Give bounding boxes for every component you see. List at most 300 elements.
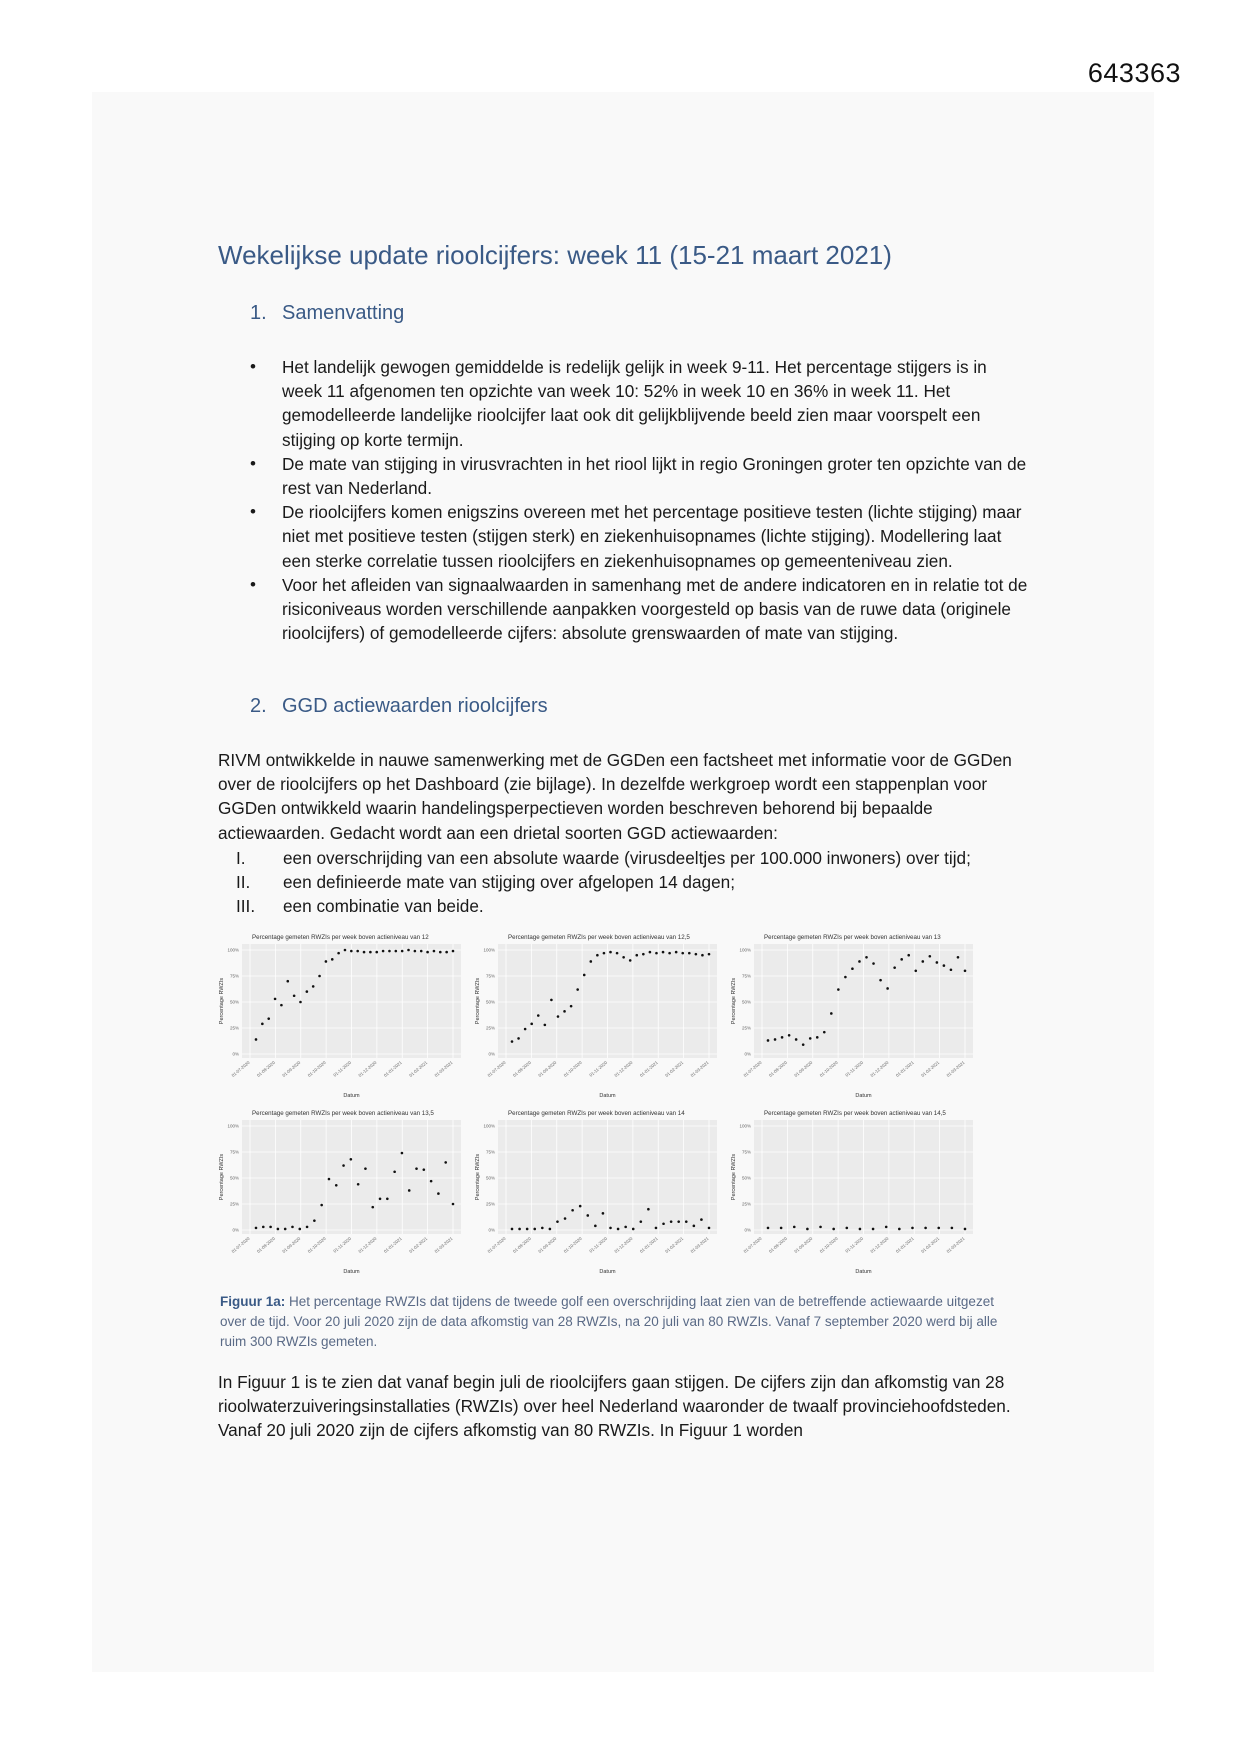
y-tick-label: 50% xyxy=(485,999,495,1005)
data-point xyxy=(774,1038,777,1041)
data-point xyxy=(635,954,638,957)
data-point xyxy=(541,1227,544,1230)
y-tick-label: 0% xyxy=(488,1227,495,1233)
data-point xyxy=(886,987,889,990)
data-point xyxy=(662,1222,665,1225)
data-point xyxy=(269,1226,272,1229)
data-point xyxy=(511,1228,514,1231)
figure-1a-plot-grid xyxy=(218,930,978,1276)
x-tick-label: 01-02-2021 xyxy=(664,1235,685,1254)
y-tick-label: 25% xyxy=(741,1025,751,1031)
x-tick-label: 01-02-2021 xyxy=(664,1059,685,1078)
body-paragraph: RIVM ontwikkelde in nauwe samenwerking met de GGDen een factsheet met informatie voor de GGDen over de rioolcijfers op het Dashboard (zie bijlage). In dezelfde werkgroep wordt een stappenplan voor GGDen ontwikkeld waarin handelingsperpectieven worden beschreven behorend bij bepaalde actiewaarden. Gedacht wordt aan een drietal soorten GGD actiewaarden: xyxy=(218,750,1012,843)
data-point xyxy=(655,1227,658,1230)
data-point xyxy=(414,950,417,953)
caption-text: Het percentage RWZIs dat tijdens de tweede golf een overschrijding laat zien van de betreffende actiewaarde uitgezet over de tijd. Voor 20 juli 2020 zijn de data afkomstig van 28 RWZIs, na 20 juli van 80 RWZIs. Vanaf 7 september 2020 werd bij alle ruim 300 RWZIs gemeten. xyxy=(220,1294,998,1349)
data-point xyxy=(364,1167,367,1170)
scatter-plot xyxy=(474,1106,722,1276)
data-point xyxy=(579,1205,582,1208)
data-point xyxy=(950,968,953,971)
x-tick-label: 01-09-2020 xyxy=(793,1235,814,1254)
data-point xyxy=(964,1228,967,1231)
data-point xyxy=(320,1204,323,1207)
data-point xyxy=(293,994,296,997)
scatter-plot xyxy=(218,1106,466,1276)
data-point xyxy=(681,952,684,955)
x-tick-label: 01-02-2021 xyxy=(408,1235,429,1254)
data-point xyxy=(700,1218,703,1221)
data-point xyxy=(616,952,619,955)
data-point xyxy=(571,1209,574,1212)
y-axis-label: Percentage RWZIs xyxy=(731,1153,737,1201)
x-tick-label: 01-11-2020 xyxy=(332,1059,353,1078)
data-point xyxy=(872,1228,875,1231)
data-point xyxy=(576,988,579,991)
data-point xyxy=(708,1227,711,1230)
y-tick-label: 0% xyxy=(488,1051,495,1057)
data-point xyxy=(382,950,385,953)
x-tick-label: 01-03-2021 xyxy=(945,1059,966,1078)
x-tick-label: 01-09-2020 xyxy=(793,1059,814,1078)
data-point xyxy=(274,998,277,1001)
x-tick-label: 01-08-2020 xyxy=(255,1235,277,1254)
chart-title: Percentage gemeten RWZIs per week boven actieniveau van 12 xyxy=(252,934,429,941)
y-tick-label: 25% xyxy=(485,1025,495,1031)
y-tick-label: 0% xyxy=(744,1227,751,1233)
data-point xyxy=(518,1228,521,1231)
data-point xyxy=(823,1031,826,1034)
x-tick-label: 01-01-2021 xyxy=(382,1235,403,1254)
x-axis-label: Datum xyxy=(343,1269,360,1275)
x-tick-label: 01-07-2020 xyxy=(486,1059,507,1078)
data-point xyxy=(375,951,378,954)
data-point xyxy=(624,1226,627,1229)
y-tick-label: 25% xyxy=(741,1201,751,1207)
x-tick-label: 01-03-2021 xyxy=(689,1235,710,1254)
x-tick-label: 01-11-2020 xyxy=(588,1059,609,1078)
scatter-plot xyxy=(730,930,978,1100)
data-point xyxy=(350,950,353,953)
roman-numeral-list xyxy=(218,846,1030,919)
data-point xyxy=(550,999,553,1002)
caption-label: Figuur 1a: xyxy=(220,1294,286,1309)
data-point xyxy=(596,954,599,957)
data-point xyxy=(423,1168,426,1171)
data-point xyxy=(570,1005,573,1008)
x-tick-label: 01-12-2020 xyxy=(869,1235,890,1254)
data-point xyxy=(851,967,854,970)
data-point xyxy=(556,1220,559,1223)
x-axis-label: Datum xyxy=(855,1269,872,1275)
data-point xyxy=(328,1178,331,1181)
data-point xyxy=(318,975,321,978)
data-point xyxy=(420,950,423,953)
scatter-plot xyxy=(218,930,466,1100)
data-point xyxy=(407,949,410,952)
x-tick-label: 01-07-2020 xyxy=(742,1235,763,1254)
data-point xyxy=(452,1203,455,1206)
data-point xyxy=(670,1220,673,1223)
data-point xyxy=(832,1228,835,1231)
data-point xyxy=(655,952,658,955)
data-point xyxy=(594,1225,597,1228)
data-point xyxy=(306,990,309,993)
x-tick-label: 01-12-2020 xyxy=(613,1235,634,1254)
data-point xyxy=(298,1228,301,1231)
y-tick-label: 75% xyxy=(485,973,495,979)
data-point xyxy=(433,950,436,953)
data-point xyxy=(444,1161,447,1164)
data-point xyxy=(936,961,939,964)
data-point xyxy=(342,1164,345,1167)
x-tick-label: 01-08-2020 xyxy=(767,1059,789,1078)
x-tick-label: 01-09-2020 xyxy=(537,1059,558,1078)
data-point xyxy=(642,953,645,956)
data-point xyxy=(277,1228,280,1231)
x-tick-label: 01-01-2021 xyxy=(894,1059,915,1078)
y-tick-label: 25% xyxy=(229,1025,239,1031)
x-tick-label: 01-12-2020 xyxy=(357,1059,378,1078)
data-point xyxy=(401,950,404,953)
x-axis-label: Datum xyxy=(599,1093,616,1099)
x-tick-label: 01-12-2020 xyxy=(613,1059,634,1078)
data-point xyxy=(767,1227,770,1230)
data-point xyxy=(685,1220,688,1223)
data-point xyxy=(609,1227,612,1230)
data-point xyxy=(313,1219,316,1222)
data-point xyxy=(693,1225,696,1228)
data-point xyxy=(859,1228,862,1231)
list-text: een combinatie van beide. xyxy=(283,896,484,917)
x-tick-label: 01-10-2020 xyxy=(306,1059,327,1078)
data-point xyxy=(291,1226,294,1229)
data-point xyxy=(356,950,359,953)
data-point xyxy=(261,1023,264,1026)
x-tick-label: 01-08-2020 xyxy=(511,1235,533,1254)
data-point xyxy=(386,1198,389,1201)
list-text: een definieerde mate van stijging over afgelopen 14 dagen; xyxy=(283,872,735,893)
data-point xyxy=(267,1017,270,1020)
x-axis-label: Datum xyxy=(343,1093,360,1099)
data-point xyxy=(415,1167,418,1170)
data-point xyxy=(586,1214,589,1217)
x-tick-label: 01-11-2020 xyxy=(844,1059,865,1078)
chart-title: Percentage gemeten RWZIs per week boven actieniveau van 13 xyxy=(764,934,941,941)
y-tick-label: 25% xyxy=(229,1201,239,1207)
data-point xyxy=(344,949,347,952)
data-point xyxy=(865,956,868,959)
data-point xyxy=(924,1227,927,1230)
chart-title: Percentage gemeten RWZIs per week boven actieniveau van 14,5 xyxy=(764,1110,946,1117)
data-point xyxy=(844,976,847,979)
x-tick-label: 01-01-2021 xyxy=(638,1235,659,1254)
y-axis-label: Percentage RWZIs xyxy=(219,977,225,1025)
data-point xyxy=(549,1228,552,1231)
data-point xyxy=(306,1226,309,1229)
data-point xyxy=(816,1036,819,1039)
x-tick-label: 01-02-2021 xyxy=(920,1059,941,1078)
y-tick-label: 50% xyxy=(485,1175,495,1181)
data-point xyxy=(837,988,840,991)
y-axis-label: Percentage RWZIs xyxy=(731,977,737,1025)
x-tick-label: 01-11-2020 xyxy=(588,1235,609,1254)
chart-title: Percentage gemeten RWZIs per week boven actieniveau van 12,5 xyxy=(508,934,690,941)
y-tick-label: 100% xyxy=(227,1123,239,1129)
data-point xyxy=(893,966,896,969)
data-point xyxy=(533,1228,536,1231)
x-tick-label: 01-12-2020 xyxy=(357,1235,378,1254)
data-point xyxy=(819,1226,822,1229)
list-numeral: I. xyxy=(236,848,246,868)
data-point xyxy=(393,1170,396,1173)
data-point xyxy=(898,1228,901,1231)
data-point xyxy=(929,955,932,958)
x-tick-label: 01-03-2021 xyxy=(945,1235,966,1254)
data-point xyxy=(900,958,903,961)
data-point xyxy=(921,960,924,963)
data-point xyxy=(430,1180,433,1183)
section-title: GGD actiewaarden rioolcijfers xyxy=(282,695,548,717)
x-tick-label: 01-09-2020 xyxy=(281,1059,302,1078)
y-tick-label: 75% xyxy=(741,1149,751,1155)
data-point xyxy=(809,1037,812,1040)
x-tick-label: 01-08-2020 xyxy=(767,1235,789,1254)
data-point xyxy=(517,1037,520,1040)
data-point xyxy=(911,1227,914,1230)
data-point xyxy=(846,1227,849,1230)
data-point xyxy=(858,960,861,963)
summary-bullet-list xyxy=(250,355,1030,645)
list-numeral: III. xyxy=(236,896,256,917)
y-tick-label: 100% xyxy=(483,947,495,953)
list-item xyxy=(218,846,1030,870)
closing-paragraph: In Figuur 1 is te zien dat vanaf begin juli de rioolcijfers gaan stijgen. De cijfers zijn dan afkomstig van 28 rioolwaterzuiveringsinstallaties (RWZIs) over heel Nederland waaronder de twaalf provinciehoofdsteden. Vanaf 20 juli 2020 zijn de cijfers afkomstig van 80 RWZIs. In Figuur 1 worden xyxy=(218,1372,1011,1441)
section-number: 2. xyxy=(250,695,267,717)
data-point xyxy=(806,1228,809,1231)
y-tick-label: 75% xyxy=(229,1149,239,1155)
data-point xyxy=(677,1220,680,1223)
x-tick-label: 01-12-2020 xyxy=(869,1059,890,1078)
x-tick-label: 01-08-2020 xyxy=(255,1059,277,1078)
section-heading-samenvatting xyxy=(250,302,404,325)
y-axis-label: Percentage RWZIs xyxy=(475,1153,481,1201)
data-point xyxy=(695,953,698,956)
data-point xyxy=(617,1228,620,1231)
data-point xyxy=(388,950,391,953)
x-tick-label: 01-07-2020 xyxy=(230,1235,251,1254)
y-tick-label: 75% xyxy=(741,973,751,979)
section-title: Samenvatting xyxy=(282,302,405,324)
data-point xyxy=(688,952,691,955)
data-point xyxy=(708,953,711,956)
data-point xyxy=(640,1220,643,1223)
data-point xyxy=(408,1189,411,1192)
page-title: Wekelijkse update rioolcijfers: week 11 (15-21 maart 2021) xyxy=(218,240,892,270)
x-tick-label: 01-07-2020 xyxy=(230,1059,251,1078)
document-id: 643363 xyxy=(1087,58,1181,88)
data-point xyxy=(452,950,455,953)
data-point xyxy=(793,1226,796,1229)
data-point xyxy=(312,985,315,988)
y-tick-label: 50% xyxy=(741,999,751,1005)
y-tick-label: 100% xyxy=(739,1123,751,1129)
y-tick-label: 25% xyxy=(485,1201,495,1207)
data-point xyxy=(602,1212,605,1215)
data-point xyxy=(255,1227,258,1230)
section-heading-ggd-actiewaarden xyxy=(250,695,548,718)
chart-title: Percentage gemeten RWZIs per week boven actieniveau van 13,5 xyxy=(252,1110,434,1117)
chart-title: Percentage gemeten RWZIs per week boven actieniveau van 14 xyxy=(508,1110,685,1117)
scatter-plot-svg xyxy=(730,1106,978,1276)
x-tick-label: 01-01-2021 xyxy=(894,1235,915,1254)
x-tick-label: 01-01-2021 xyxy=(638,1059,659,1078)
data-point xyxy=(951,1227,954,1230)
scatter-plot-svg xyxy=(474,1106,722,1276)
data-point xyxy=(401,1152,404,1155)
data-point xyxy=(767,1039,770,1042)
x-tick-label: 01-07-2020 xyxy=(486,1235,507,1254)
data-point xyxy=(907,954,910,957)
x-tick-label: 01-03-2021 xyxy=(689,1059,710,1078)
data-point xyxy=(943,964,946,967)
data-point xyxy=(445,951,448,954)
data-point xyxy=(701,954,704,957)
data-point xyxy=(325,960,328,963)
bullet-item: • Voor het afleiden van signaalwaarden in samenhang met de andere indicatoren en in relatie tot de risiconiveaus worden verschillende aanpakken voorgesteld op basis van de ruwe data (originele rioolcijfers) of gemodelleerde cijfers: absolute grenswaarden of mate van stijging. xyxy=(250,573,1030,646)
data-point xyxy=(530,1023,533,1026)
x-tick-label: 01-09-2020 xyxy=(281,1235,302,1254)
scatter-plot-svg xyxy=(218,930,466,1100)
y-tick-label: 0% xyxy=(232,1051,239,1057)
x-tick-label: 01-03-2021 xyxy=(433,1059,454,1078)
data-point xyxy=(335,1184,338,1187)
data-point xyxy=(632,1228,635,1231)
data-point xyxy=(668,952,671,955)
list-item xyxy=(218,870,1030,894)
data-point xyxy=(885,1226,888,1229)
y-tick-label: 100% xyxy=(483,1123,495,1129)
y-tick-label: 0% xyxy=(744,1051,751,1057)
x-tick-label: 01-01-2021 xyxy=(382,1059,403,1078)
data-point xyxy=(583,974,586,977)
bullet-item: • De mate van stijging in virusvrachten in het riool lijkt in regio Groningen groter ten opzichte van de rest van Nederland. xyxy=(250,452,1030,500)
data-point xyxy=(331,958,334,961)
data-point xyxy=(337,952,340,955)
x-tick-label: 01-10-2020 xyxy=(818,1059,839,1078)
list-text: een overschrijding van een absolute waarde (virusdeeltjes per 100.000 inwoners) over tijd; xyxy=(283,848,971,868)
data-point xyxy=(647,1208,650,1211)
data-point xyxy=(622,956,625,959)
data-point xyxy=(369,951,372,954)
data-point xyxy=(795,1038,798,1041)
data-point xyxy=(371,1206,374,1209)
x-tick-label: 01-10-2020 xyxy=(562,1059,583,1078)
data-point xyxy=(937,1227,940,1230)
data-point xyxy=(524,1028,527,1031)
data-point xyxy=(603,952,606,955)
x-tick-label: 01-07-2020 xyxy=(742,1059,763,1078)
data-point xyxy=(526,1228,529,1231)
data-point xyxy=(872,962,875,965)
data-point xyxy=(788,1034,791,1037)
data-point xyxy=(964,970,967,973)
data-point xyxy=(280,1004,283,1007)
x-tick-label: 01-10-2020 xyxy=(818,1235,839,1254)
data-point xyxy=(511,1040,514,1043)
section-number: 1. xyxy=(250,302,267,324)
data-point xyxy=(879,979,882,982)
x-tick-label: 01-03-2021 xyxy=(433,1235,454,1254)
data-point xyxy=(629,959,632,962)
data-point xyxy=(437,1192,440,1195)
data-point xyxy=(781,1036,784,1039)
data-point xyxy=(286,980,289,983)
y-tick-label: 50% xyxy=(741,1175,751,1181)
list-numeral: II. xyxy=(236,872,251,893)
data-point xyxy=(299,1001,302,1004)
data-point xyxy=(350,1158,353,1161)
data-point xyxy=(649,951,652,954)
scatter-plot xyxy=(474,930,722,1100)
figure-caption xyxy=(220,1292,1010,1352)
data-point xyxy=(914,970,917,973)
data-point xyxy=(544,1024,547,1027)
data-point xyxy=(439,951,442,954)
data-point xyxy=(802,1043,805,1046)
x-tick-label: 01-11-2020 xyxy=(844,1235,865,1254)
x-axis-label: Datum xyxy=(599,1269,616,1275)
data-point xyxy=(255,1038,258,1041)
data-point xyxy=(363,951,366,954)
y-tick-label: 50% xyxy=(229,999,239,1005)
data-point xyxy=(564,1217,567,1220)
data-point xyxy=(590,960,593,963)
y-tick-label: 0% xyxy=(232,1227,239,1233)
data-point xyxy=(357,1183,360,1186)
x-tick-label: 01-09-2020 xyxy=(537,1235,558,1254)
data-point xyxy=(662,951,665,954)
x-tick-label: 01-10-2020 xyxy=(562,1235,583,1254)
y-axis-label: Percentage RWZIs xyxy=(219,1153,225,1201)
data-point xyxy=(609,951,612,954)
data-point xyxy=(262,1226,265,1229)
data-point xyxy=(675,951,678,954)
bullet-item: • De rioolcijfers komen enigszins overeen met het percentage positieve testen (lichte stijging) maar niet met positieve testen (stijgen sterk) en ziekenhuisopnames (lichte stijging). Modellering laat een sterke correlatie tussen rioolcijfers en ziekenhuisopnames op gemeenteniveau zien. xyxy=(250,500,1030,573)
data-point xyxy=(395,950,398,953)
x-axis-label: Datum xyxy=(855,1093,872,1099)
list-item xyxy=(218,894,1030,918)
y-tick-label: 75% xyxy=(485,1149,495,1155)
scatter-plot-svg xyxy=(730,930,978,1100)
bullet-item: • Het landelijk gewogen gemiddelde is redelijk gelijk in week 9-11. Het percentage stijgers is in week 11 afgenomen ten opzichte van week 10: 52% in week 10 en 36% in week 11. Het gemodelleerde landelijke rioolcijfer laat ook dit gelijkblijvende beeld zien maar voorspelt een stijging op korte termijn. xyxy=(250,355,1030,452)
data-point xyxy=(830,1012,833,1015)
data-point xyxy=(780,1227,783,1230)
x-tick-label: 01-08-2020 xyxy=(511,1059,533,1078)
data-point xyxy=(379,1198,382,1201)
y-axis-label: Percentage RWZIs xyxy=(475,977,481,1025)
data-point xyxy=(957,956,960,959)
scatter-plot-svg xyxy=(474,930,722,1100)
scatter-plot xyxy=(730,1106,978,1276)
y-tick-label: 100% xyxy=(739,947,751,953)
x-tick-label: 01-02-2021 xyxy=(920,1235,941,1254)
x-tick-label: 01-11-2020 xyxy=(332,1235,353,1254)
x-tick-label: 01-10-2020 xyxy=(306,1235,327,1254)
scatter-plot-svg xyxy=(218,1106,466,1276)
data-point xyxy=(284,1228,287,1231)
y-tick-label: 100% xyxy=(227,947,239,953)
y-tick-label: 75% xyxy=(229,973,239,979)
